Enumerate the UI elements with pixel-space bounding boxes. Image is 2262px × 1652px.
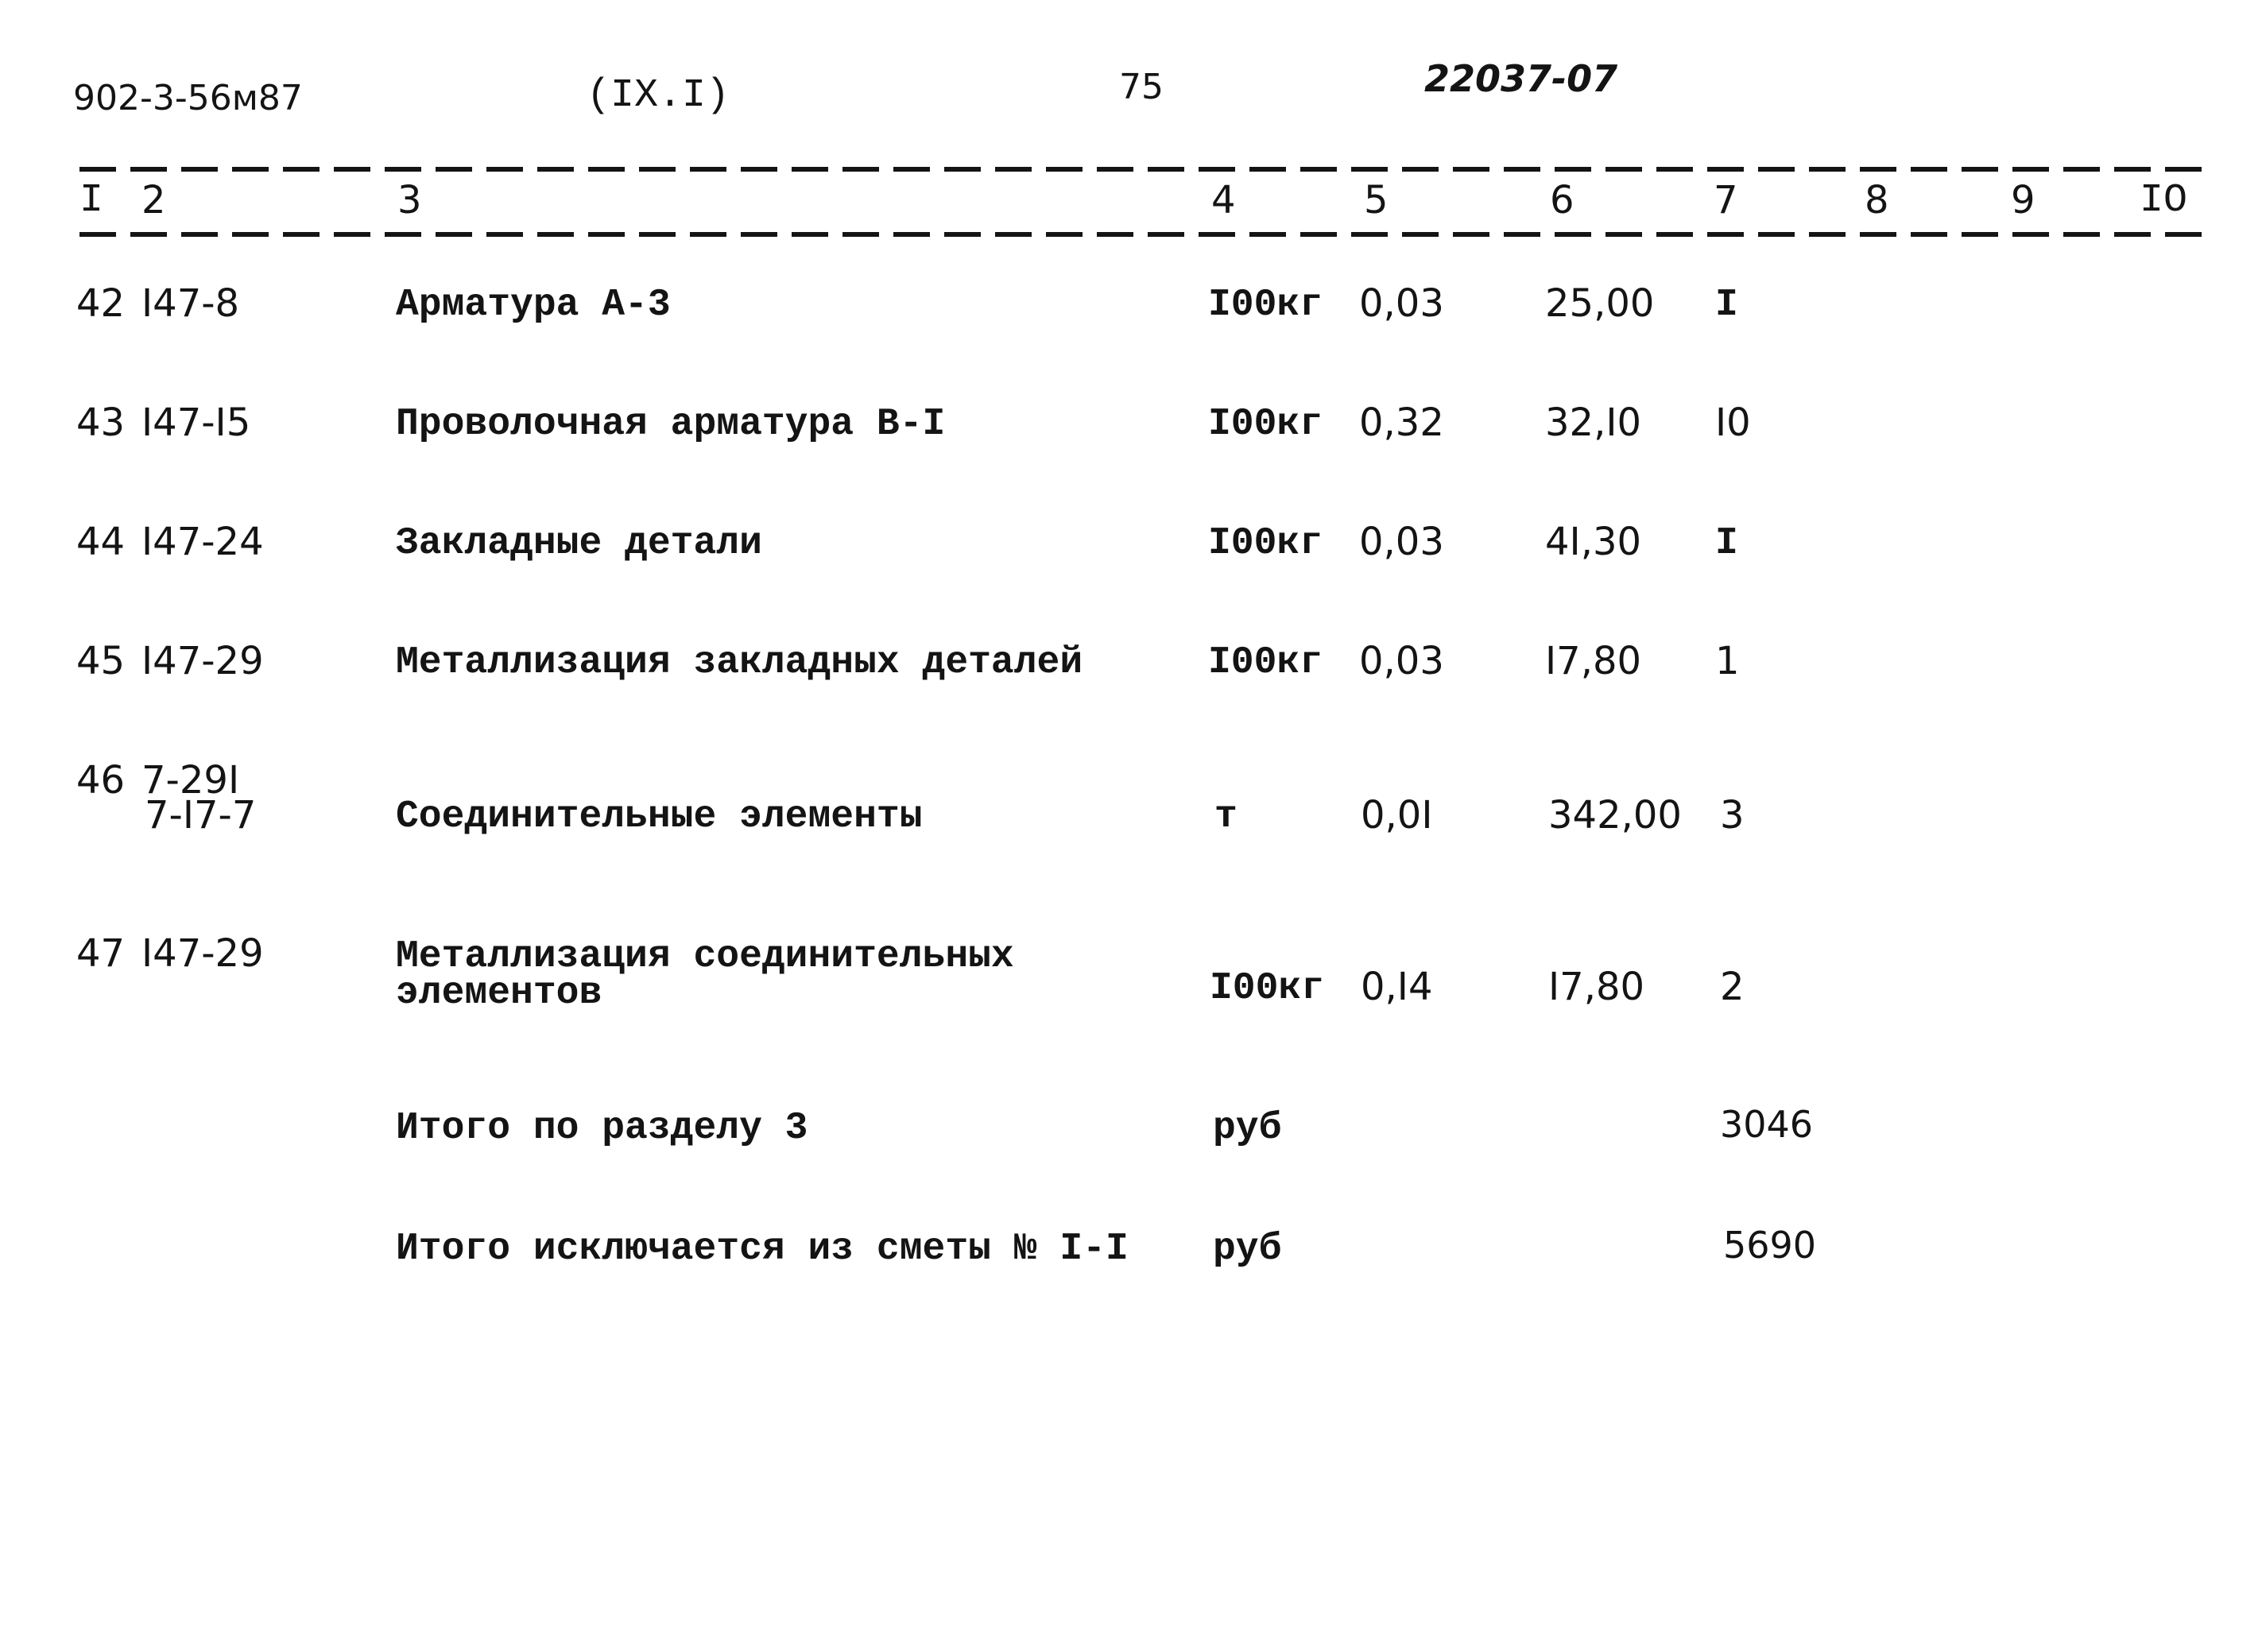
row-46-no: 46 [76,758,126,803]
row-47-no: 47 [76,931,126,976]
col-header-9: 9 [2011,178,2035,222]
row-46-unit: т [1214,795,1238,838]
row-46-total: 3 [1720,793,1745,838]
row-43-name: Проволочная арматура В-I [396,403,946,446]
row-47-name: Металлизация соединительных [396,935,1014,978]
summary-excluded-value: 5690 [1723,1224,1817,1267]
row-44-price: 4I,30 [1545,520,1642,564]
document-code: 902-3-56м87 [73,78,303,118]
row-46-name: Соединительные элементы [396,795,923,838]
row-45-unit: I00кг [1208,641,1323,684]
col-header-5: 5 [1364,178,1389,222]
row-46-code: 7-29I [141,758,240,803]
row-44-total: I [1715,522,1738,565]
row-46-qty: 0,0I [1361,793,1433,838]
summary-section-label: Итого по разделу 3 [396,1107,808,1150]
row-43-price: 32,I0 [1545,400,1642,445]
section-number: (IX.I) [587,73,730,118]
col-header-4: 4 [1211,178,1236,222]
summary-section-unit: руб [1213,1107,1282,1150]
row-45-no: 45 [76,639,126,683]
row-47-total: 2 [1720,965,1745,1009]
col-header-3: 3 [397,178,422,222]
row-44-name: Закладные детали [396,522,762,565]
col-header-1: I [79,178,104,223]
row-45-price: I7,80 [1545,639,1642,683]
row-43-total: I0 [1715,400,1751,445]
row-44-qty: 0,03 [1359,520,1444,564]
row-44-code: I47-24 [141,520,264,564]
summary-excluded-label: Итого исключается из сметы № I-I [396,1228,1129,1271]
row-42-code: I47-8 [141,281,240,326]
row-45-name: Металлизация закладных деталей [396,641,1083,684]
row-43-unit: I00кг [1208,403,1323,446]
row-42-price: 25,00 [1545,281,1655,326]
row-44-unit: I00кг [1208,522,1323,565]
row-46-code-2: 7-I7-7 [145,793,257,838]
page-number: 75 [1119,67,1164,107]
col-header-6: 6 [1550,178,1574,222]
row-47-name-2: элементов [396,972,602,1015]
col-header-2: 2 [141,178,166,222]
row-47-price: I7,80 [1548,965,1645,1009]
summary-section-value: 3046 [1720,1103,1814,1146]
summary-excluded-unit: руб [1213,1228,1282,1271]
row-46-price: 342,00 [1548,793,1682,838]
row-45-code: I47-29 [141,639,264,683]
row-43-code: I47-I5 [141,400,251,445]
row-44-no: 44 [76,520,126,564]
row-42-total: I [1715,284,1738,327]
row-45-total: 1 [1715,639,1740,683]
row-47-code: I47-29 [141,931,264,976]
row-47-qty: 0,I4 [1361,965,1433,1009]
row-43-qty: 0,32 [1359,400,1444,445]
inventory-number: 22037-07 [1424,57,1618,100]
row-42-unit: I00кг [1208,284,1323,327]
row-42-no: 42 [76,281,126,326]
col-header-10: IO [2140,178,2188,223]
row-42-qty: 0,03 [1359,281,1444,326]
row-43-no: 43 [76,400,126,445]
row-45-qty: 0,03 [1359,639,1444,683]
row-42-name: Арматура А-3 [396,284,671,327]
header-bottom-rule [79,232,2202,237]
row-47-unit: I00кг [1210,967,1325,1010]
header-top-rule [79,167,2202,172]
col-header-8: 8 [1865,178,1889,222]
col-header-7: 7 [1714,178,1738,222]
